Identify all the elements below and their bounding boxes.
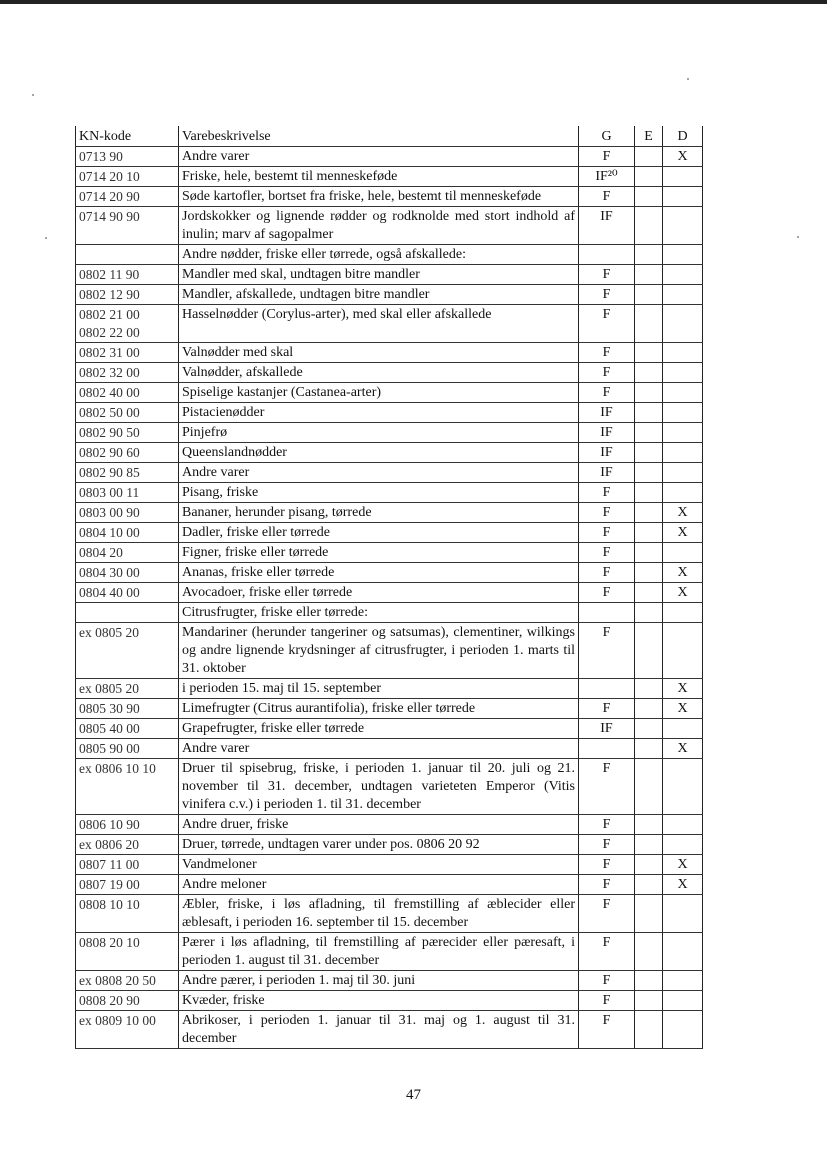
kn-code-cell: 0802 12 90 [76,285,179,305]
e-mark-cell [635,1011,663,1049]
d-mark-cell [663,719,703,739]
g-mark-cell: IF [579,423,635,443]
g-mark-cell: F [579,285,635,305]
d-mark-cell: X [663,739,703,759]
description-cell: Druer til spisebrug, friske, i perioden 1. januar til 20. juli og 21. november til 31. december, undtagen varieteten Emperor (Vitis vinifera c.v.) i perioden 1. til 31. december [179,759,579,815]
table-row [76,623,703,679]
g-mark-cell: F [579,855,635,875]
table-row [76,463,703,483]
description-cell: Friske, hele, bestemt til menneskeføde [179,167,579,187]
g-mark-cell: F [579,933,635,971]
e-mark-cell [635,167,663,187]
e-mark-cell [635,483,663,503]
table-row [76,207,703,245]
table-row [76,603,703,623]
d-mark-cell [663,835,703,855]
g-mark-cell: IF²⁰ [579,167,635,187]
e-mark-cell [635,815,663,835]
kn-code-cell: 0807 11 00 [76,855,179,875]
d-mark-cell [663,463,703,483]
d-mark-cell [663,815,703,835]
page-number: 47 [406,1087,421,1103]
g-mark-cell: F [579,147,635,167]
e-mark-cell [635,759,663,815]
header-e: E [635,126,663,147]
table-row [76,383,703,403]
kn-code-cell: 0807 19 00 [76,875,179,895]
table-row [76,835,703,855]
e-mark-cell [635,623,663,679]
table-row [76,583,703,603]
e-mark-cell [635,265,663,285]
kn-code-cell: 0804 30 00 [76,563,179,583]
e-mark-cell [635,543,663,563]
scan-top-edge [0,0,827,4]
d-mark-cell [663,543,703,563]
e-mark-cell [635,403,663,423]
table-row [76,699,703,719]
table-row [76,343,703,363]
e-mark-cell [635,305,663,343]
kn-code-cell: ex 0805 20 [76,679,179,699]
kn-code-cell: ex 0806 20 [76,835,179,855]
d-mark-cell [663,895,703,933]
e-mark-cell [635,895,663,933]
g-mark-cell: F [579,815,635,835]
header-g: G [579,126,635,147]
header-kn-code: KN-kode [76,126,179,147]
description-cell: Citrusfrugter, friske eller tørrede: [179,603,579,623]
g-mark-cell: IF [579,443,635,463]
table-row [76,855,703,875]
description-cell: Spiselige kastanjer (Castanea-arter) [179,383,579,403]
d-mark-cell [663,285,703,305]
g-mark-cell: IF [579,719,635,739]
e-mark-cell [635,443,663,463]
d-mark-cell: X [663,503,703,523]
kn-code-cell [76,603,179,623]
kn-code-cell: 0808 10 10 [76,895,179,933]
d-mark-cell [663,991,703,1011]
e-mark-cell [635,835,663,855]
e-mark-cell [635,207,663,245]
d-mark-cell [663,603,703,623]
d-mark-cell [663,1011,703,1049]
e-mark-cell [635,383,663,403]
description-cell: Hasselnødder (Corylus-arter), med skal eller afskallede [179,305,579,343]
e-mark-cell [635,583,663,603]
table-row [76,759,703,815]
scan-speck [32,94,34,96]
d-mark-cell [663,483,703,503]
description-cell: Søde kartofler, bortset fra friske, hele, bestemt til menneskeføde [179,187,579,207]
d-mark-cell [663,343,703,363]
e-mark-cell [635,739,663,759]
g-mark-cell [579,603,635,623]
description-cell: Mandariner (herunder tangeriner og satsumas), clementiner, wilkings og andre lignende krydsninger af citrusfrugter, i perioden 1. marts til 31. oktober [179,623,579,679]
table-row [76,265,703,285]
g-mark-cell [579,245,635,265]
kn-code-cell: 0802 50 00 [76,403,179,423]
description-cell: Queenslandnødder [179,443,579,463]
description-cell: Limefrugter (Citrus aurantifolia), friske eller tørrede [179,699,579,719]
d-mark-cell [663,623,703,679]
description-cell: Figner, friske eller tørrede [179,543,579,563]
table-row [76,503,703,523]
table-row [76,187,703,207]
table-row [76,1011,703,1049]
d-mark-cell: X [663,679,703,699]
d-mark-cell: X [663,699,703,719]
kn-code-cell: 0802 31 00 [76,343,179,363]
kn-code-cell: 0802 21 00 0802 22 00 [76,305,179,343]
g-mark-cell: F [579,483,635,503]
e-mark-cell [635,503,663,523]
g-mark-cell: F [579,383,635,403]
description-cell: Valnødder med skal [179,343,579,363]
table-row [76,933,703,971]
description-cell: Dadler, friske eller tørrede [179,523,579,543]
e-mark-cell [635,523,663,543]
g-mark-cell: IF [579,207,635,245]
e-mark-cell [635,187,663,207]
g-mark-cell: F [579,991,635,1011]
e-mark-cell [635,971,663,991]
g-mark-cell: IF [579,403,635,423]
kn-code-cell: 0802 90 50 [76,423,179,443]
kn-code-cell: ex 0808 20 50 [76,971,179,991]
table-row [76,523,703,543]
d-mark-cell [663,423,703,443]
table-row [76,285,703,305]
table-row [76,167,703,187]
g-mark-cell [579,679,635,699]
description-cell: Andre varer [179,463,579,483]
g-mark-cell: F [579,1011,635,1049]
kn-code-cell: 0714 20 10 [76,167,179,187]
d-mark-cell [663,187,703,207]
table-row [76,991,703,1011]
table-row [76,875,703,895]
kn-code-cell: ex 0806 10 10 [76,759,179,815]
d-mark-cell [663,933,703,971]
table-row [76,403,703,423]
e-mark-cell [635,245,663,265]
e-mark-cell [635,423,663,443]
d-mark-cell [663,305,703,343]
e-mark-cell [635,719,663,739]
description-cell: Pærer i løs afladning, til fremstilling af pærecider eller pæresaft, i perioden 1. august til 31. december [179,933,579,971]
description-cell: Andre varer [179,147,579,167]
description-cell: i perioden 15. maj til 15. september [179,679,579,699]
kn-code-cell: ex 0805 20 [76,623,179,679]
description-cell: Andre meloner [179,875,579,895]
kn-code-cell: 0802 11 90 [76,265,179,285]
description-cell: Druer, tørrede, undtagen varer under pos. 0806 20 92 [179,835,579,855]
g-mark-cell: F [579,895,635,933]
g-mark-cell: F [579,835,635,855]
d-mark-cell [663,167,703,187]
description-cell: Andre varer [179,739,579,759]
kn-code-cell: 0808 20 90 [76,991,179,1011]
kn-code-cell: 0802 90 85 [76,463,179,483]
g-mark-cell: F [579,543,635,563]
table-row [76,815,703,835]
d-mark-cell: X [663,523,703,543]
e-mark-cell [635,285,663,305]
kn-code-cell: 0803 00 11 [76,483,179,503]
d-mark-cell: X [663,875,703,895]
d-mark-cell [663,443,703,463]
e-mark-cell [635,343,663,363]
e-mark-cell [635,363,663,383]
e-mark-cell [635,563,663,583]
d-mark-cell [663,363,703,383]
d-mark-cell [663,383,703,403]
table-row [76,305,703,343]
d-mark-cell: X [663,855,703,875]
kn-code-cell [76,245,179,265]
table-row [76,363,703,383]
kn-code-cell: 0808 20 10 [76,933,179,971]
d-mark-cell: X [663,563,703,583]
e-mark-cell [635,679,663,699]
kn-code-cell: 0806 10 90 [76,815,179,835]
g-mark-cell: IF [579,463,635,483]
kn-code-cell: 0804 20 [76,543,179,563]
d-mark-cell [663,403,703,423]
table-row [76,543,703,563]
g-mark-cell: F [579,343,635,363]
e-mark-cell [635,463,663,483]
d-mark-cell: X [663,583,703,603]
kn-code-cell: 0713 90 [76,147,179,167]
description-cell: Pistacienødder [179,403,579,423]
e-mark-cell [635,875,663,895]
g-mark-cell: F [579,187,635,207]
e-mark-cell [635,855,663,875]
kn-code-cell: 0802 40 00 [76,383,179,403]
g-mark-cell: F [579,503,635,523]
kn-code-cell: 0802 90 60 [76,443,179,463]
scan-speck [687,78,689,80]
e-mark-cell [635,603,663,623]
g-mark-cell [579,739,635,759]
e-mark-cell [635,147,663,167]
table-row [76,563,703,583]
description-cell: Mandler med skal, undtagen bitre mandler [179,265,579,285]
description-cell: Pinjefrø [179,423,579,443]
d-mark-cell [663,207,703,245]
description-cell: Abrikoser, i perioden 1. januar til 31. maj og 1. august til 31. december [179,1011,579,1049]
g-mark-cell: F [579,971,635,991]
e-mark-cell [635,699,663,719]
description-cell: Jordskokker og lignende rødder og rodknolde med stort indhold af inulin; marv af sagopalmer [179,207,579,245]
d-mark-cell [663,265,703,285]
d-mark-cell [663,971,703,991]
table-row [76,895,703,933]
kn-code-cell: 0714 20 90 [76,187,179,207]
g-mark-cell: F [579,623,635,679]
d-mark-cell [663,759,703,815]
table-row [76,423,703,443]
g-mark-cell: F [579,305,635,343]
d-mark-cell: X [663,147,703,167]
kn-code-cell: 0805 40 00 [76,719,179,739]
scan-speck [797,236,799,238]
kn-code-cell: 0804 10 00 [76,523,179,543]
description-cell: Grapefrugter, friske eller tørrede [179,719,579,739]
kn-code-cell: 0805 30 90 [76,699,179,719]
tariff-table [75,126,703,1049]
table-row [76,679,703,699]
table-row [76,971,703,991]
description-cell: Andre nødder, friske eller tørrede, også afskallede: [179,245,579,265]
g-mark-cell: F [579,523,635,543]
description-cell: Mandler, afskallede, undtagen bitre mandler [179,285,579,305]
table-header-row [76,126,703,147]
e-mark-cell [635,991,663,1011]
kn-code-cell: 0714 90 90 [76,207,179,245]
table-row [76,443,703,463]
table-row [76,483,703,503]
g-mark-cell: F [579,265,635,285]
kn-code-cell: ex 0809 10 00 [76,1011,179,1049]
description-cell: Vandmeloner [179,855,579,875]
description-cell: Valnødder, afskallede [179,363,579,383]
description-cell: Andre pærer, i perioden 1. maj til 30. juni [179,971,579,991]
kn-code-cell: 0804 40 00 [76,583,179,603]
description-cell: Ananas, friske eller tørrede [179,563,579,583]
header-d: D [663,126,703,147]
kn-code-cell: 0802 32 00 [76,363,179,383]
description-cell: Bananer, herunder pisang, tørrede [179,503,579,523]
description-cell: Pisang, friske [179,483,579,503]
table-row [76,739,703,759]
g-mark-cell: F [579,699,635,719]
e-mark-cell [635,933,663,971]
g-mark-cell: F [579,363,635,383]
description-cell: Avocadoer, friske eller tørrede [179,583,579,603]
table-row [76,245,703,265]
kn-code-cell: 0805 90 00 [76,739,179,759]
g-mark-cell: F [579,875,635,895]
d-mark-cell [663,245,703,265]
table-row [76,719,703,739]
g-mark-cell: F [579,759,635,815]
scan-speck [45,237,47,239]
kn-code-cell: 0803 00 90 [76,503,179,523]
description-cell: Kvæder, friske [179,991,579,1011]
description-cell: Æbler, friske, i løs afladning, til fremstilling af æblecider eller æblesaft, i perioden 16. september til 15. december [179,895,579,933]
header-description: Varebeskrivelse [179,126,579,147]
table-row [76,147,703,167]
g-mark-cell: F [579,563,635,583]
description-cell: Andre druer, friske [179,815,579,835]
g-mark-cell: F [579,583,635,603]
